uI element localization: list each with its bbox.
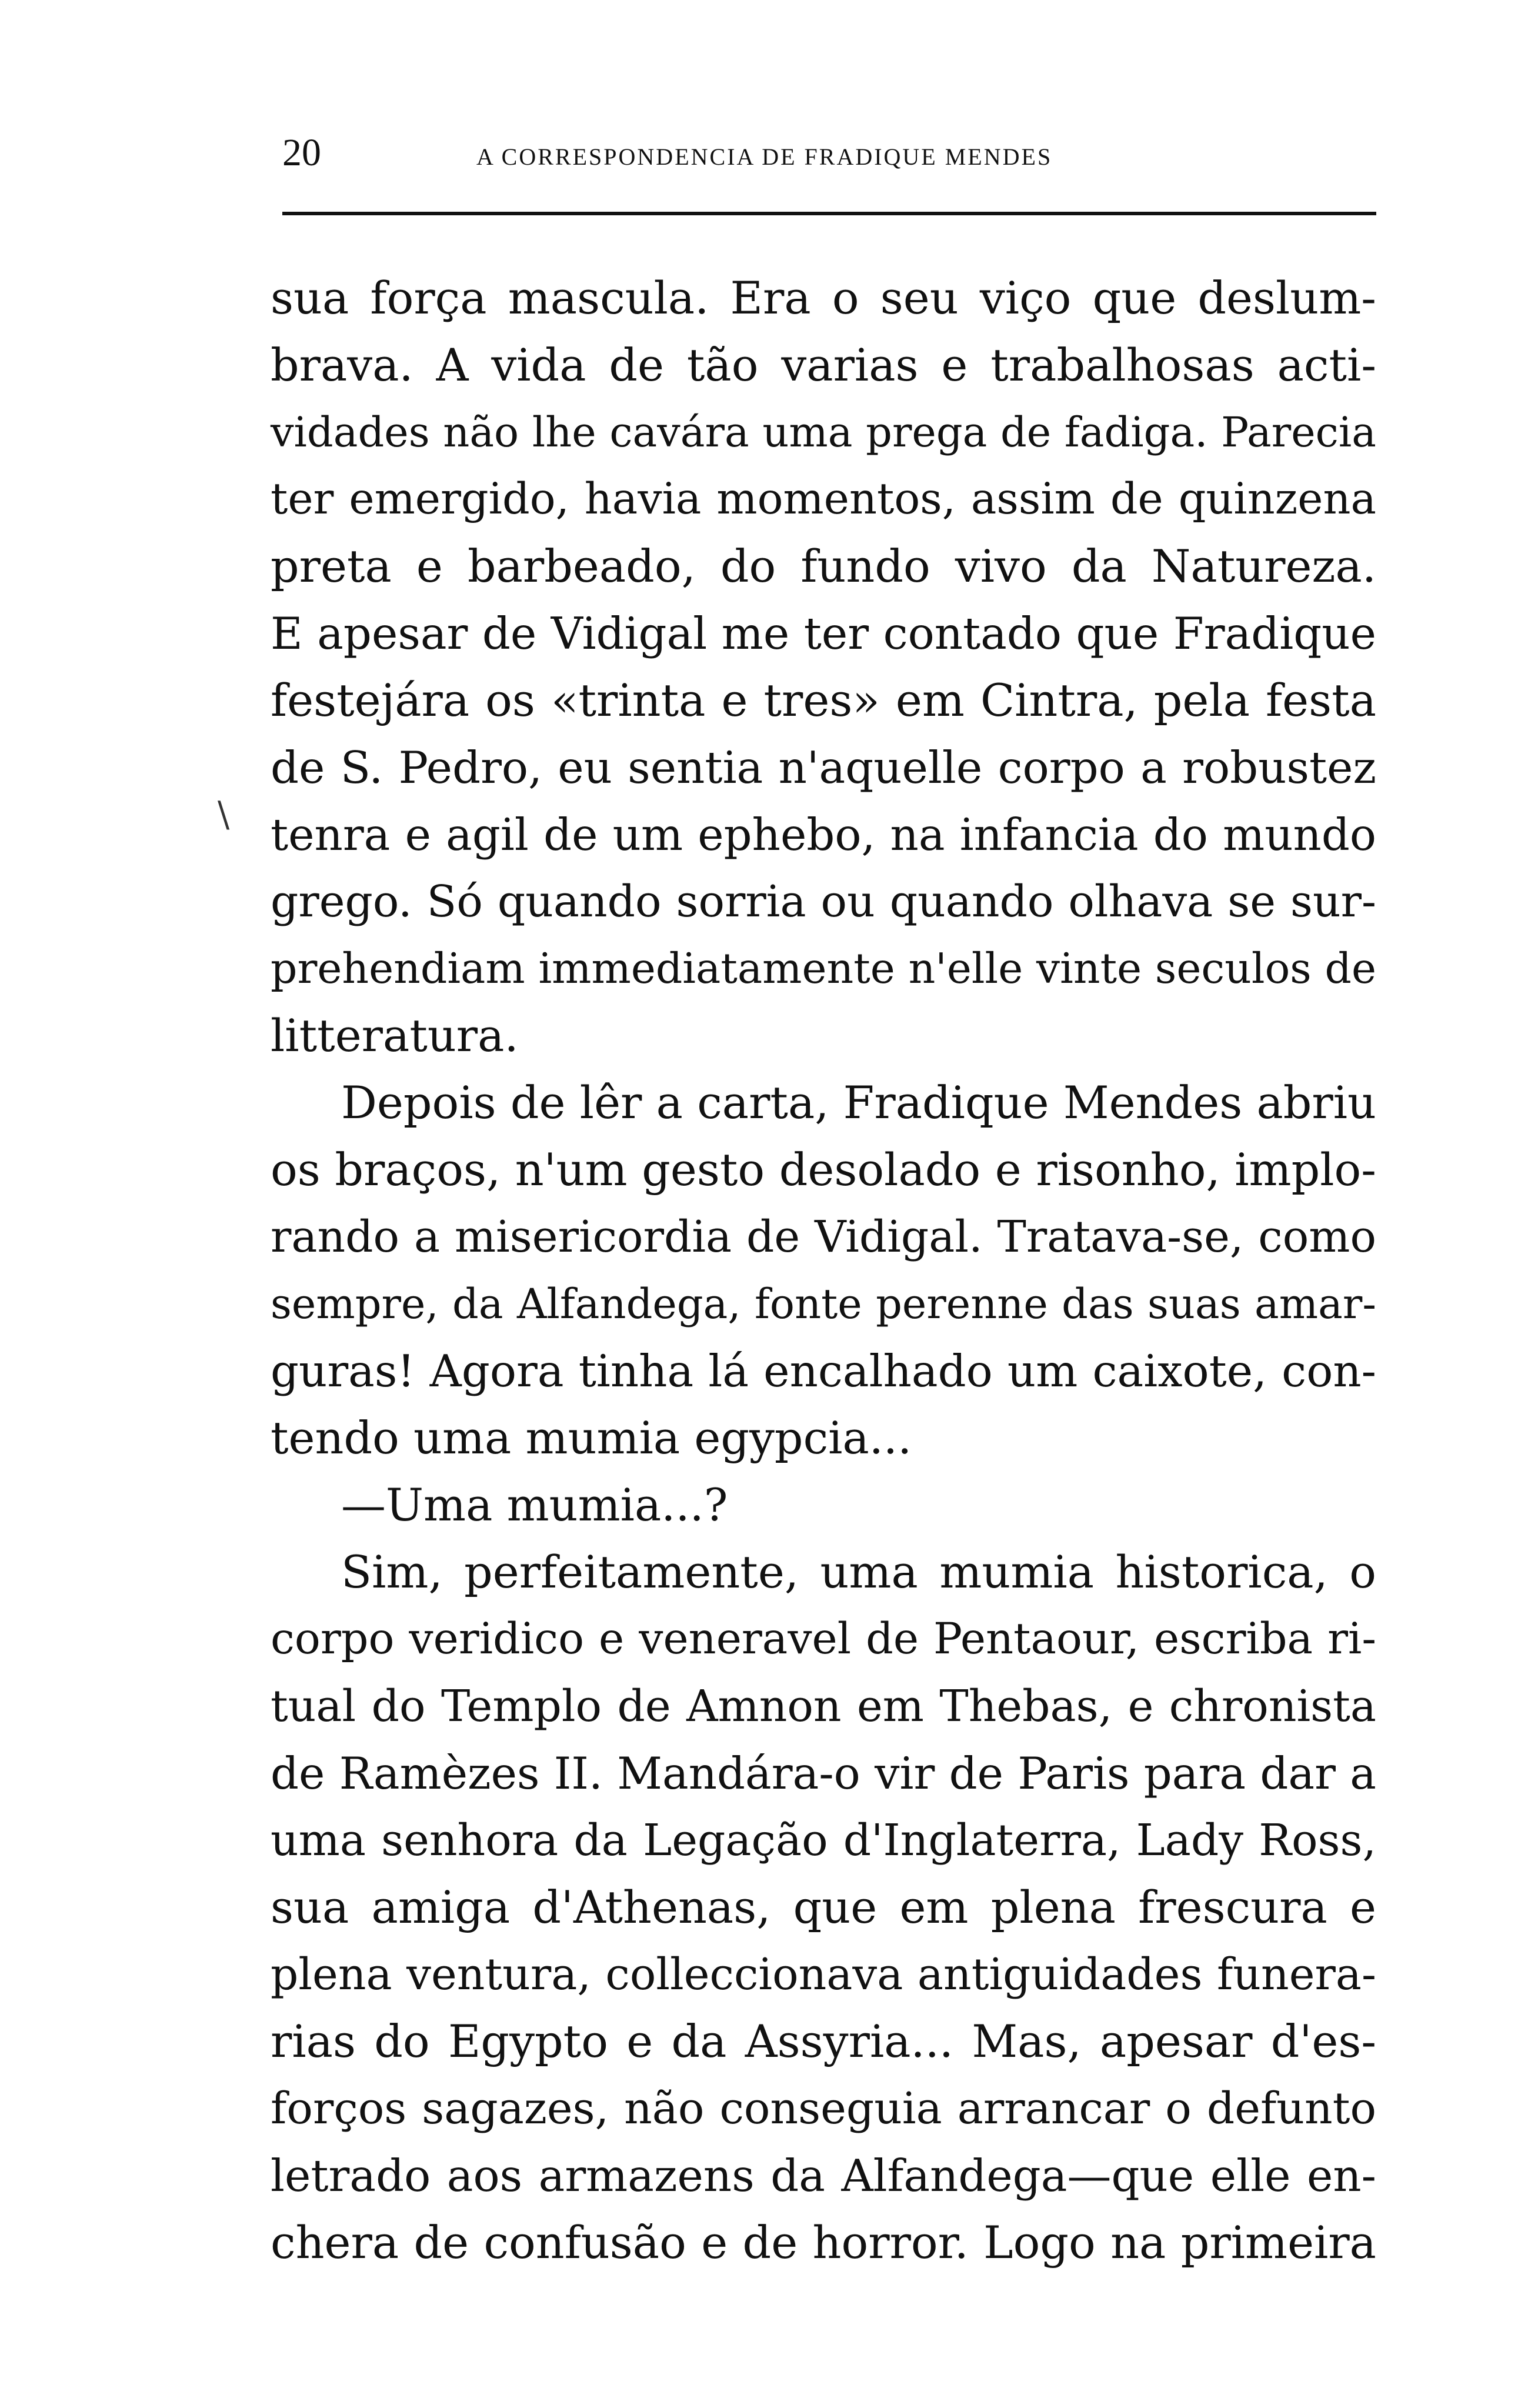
text-line: guras! Agora tinha lá encalhado um caixote, con-	[271, 1345, 1376, 1397]
text-line: —Uma mumia...?	[341, 1479, 728, 1531]
text-line: festejára os «trinta e tres» em Cintra, pela festa	[271, 674, 1376, 726]
header-rule	[282, 212, 1376, 215]
text-line: grego. Só quando sorria ou quando olhava se sur-	[271, 876, 1376, 927]
text-line: Sim, perfeitamente, uma mumia historica, o	[341, 1546, 1376, 1598]
text-line: plena ventura, colleccionava antiguidades funera-	[271, 1949, 1376, 2000]
body-text	[271, 265, 1376, 2276]
text-line: tenra e agil de um ephebo, na infancia do mundo	[271, 809, 1376, 861]
running-head	[282, 126, 1376, 179]
text-line: sua amiga d'Athenas, que em plena frescura e	[271, 1881, 1376, 1933]
text-line: ter emergido, havia momentos, assim de quinzena	[271, 474, 1376, 524]
text-line: brava. A vida de tão varias e trabalhosas acti-	[271, 339, 1376, 391]
text-line: de S. Pedro, eu sentia n'aquelle corpo a robustez	[271, 742, 1376, 793]
text-line: E apesar de Vidigal me ter contado que Fradique	[271, 608, 1376, 659]
text-line: sua força mascula. Era o seu viço que deslum-	[271, 272, 1376, 324]
text-line: tual do Templo de Amnon em Thebas, e chronista	[271, 1681, 1376, 1732]
text-line: rias do Egypto e da Assyria... Mas, apesar d'es-	[271, 2015, 1376, 2067]
text-line: preta e barbeado, do fundo vivo da Natureza.	[271, 540, 1376, 592]
margin-mark: \	[218, 794, 230, 835]
text-line: letrado aos armazens da Alfandega—que elle en-	[271, 2150, 1376, 2202]
text-line: uma senhora da Legação d'Inglaterra, Lady Ross,	[271, 1815, 1376, 1866]
text-line: chera de confusão e de horror. Logo na primeira	[271, 2216, 1376, 2269]
text-line: tendo uma mumia egypcia...	[271, 1412, 912, 1464]
text-line: rando a misericordia de Vidigal. Tratava-se, como	[271, 1212, 1376, 1262]
text-line: os braços, n'um gesto desolado e risonho, implo-	[271, 1143, 1376, 1196]
text-line: Depois de lêr a carta, Fradique Mendes abriu	[341, 1076, 1376, 1129]
text-line: litteratura.	[271, 1009, 519, 1062]
page-number: 20	[282, 131, 321, 174]
running-title: A CORRESPONDENCIA DE FRADIQUE MENDES	[476, 144, 1053, 170]
text-line: vidades não lhe cavára uma prega de fadiga. Parecia	[271, 408, 1376, 456]
text-line: forços sagazes, não conseguia arrancar o defunto	[271, 2083, 1376, 2134]
text-line: prehendiam immediatamente n'elle vinte seculos de	[271, 944, 1376, 993]
text-line: corpo veridico e veneravel de Pentaour, escriba ri-	[271, 1614, 1376, 1664]
text-line: sempre, da Alfandega, fonte perenne das suas amar-	[271, 1280, 1376, 1328]
text-line: de Ramèzes II. Mandára-o vir de Paris para dar a	[271, 1747, 1376, 1799]
